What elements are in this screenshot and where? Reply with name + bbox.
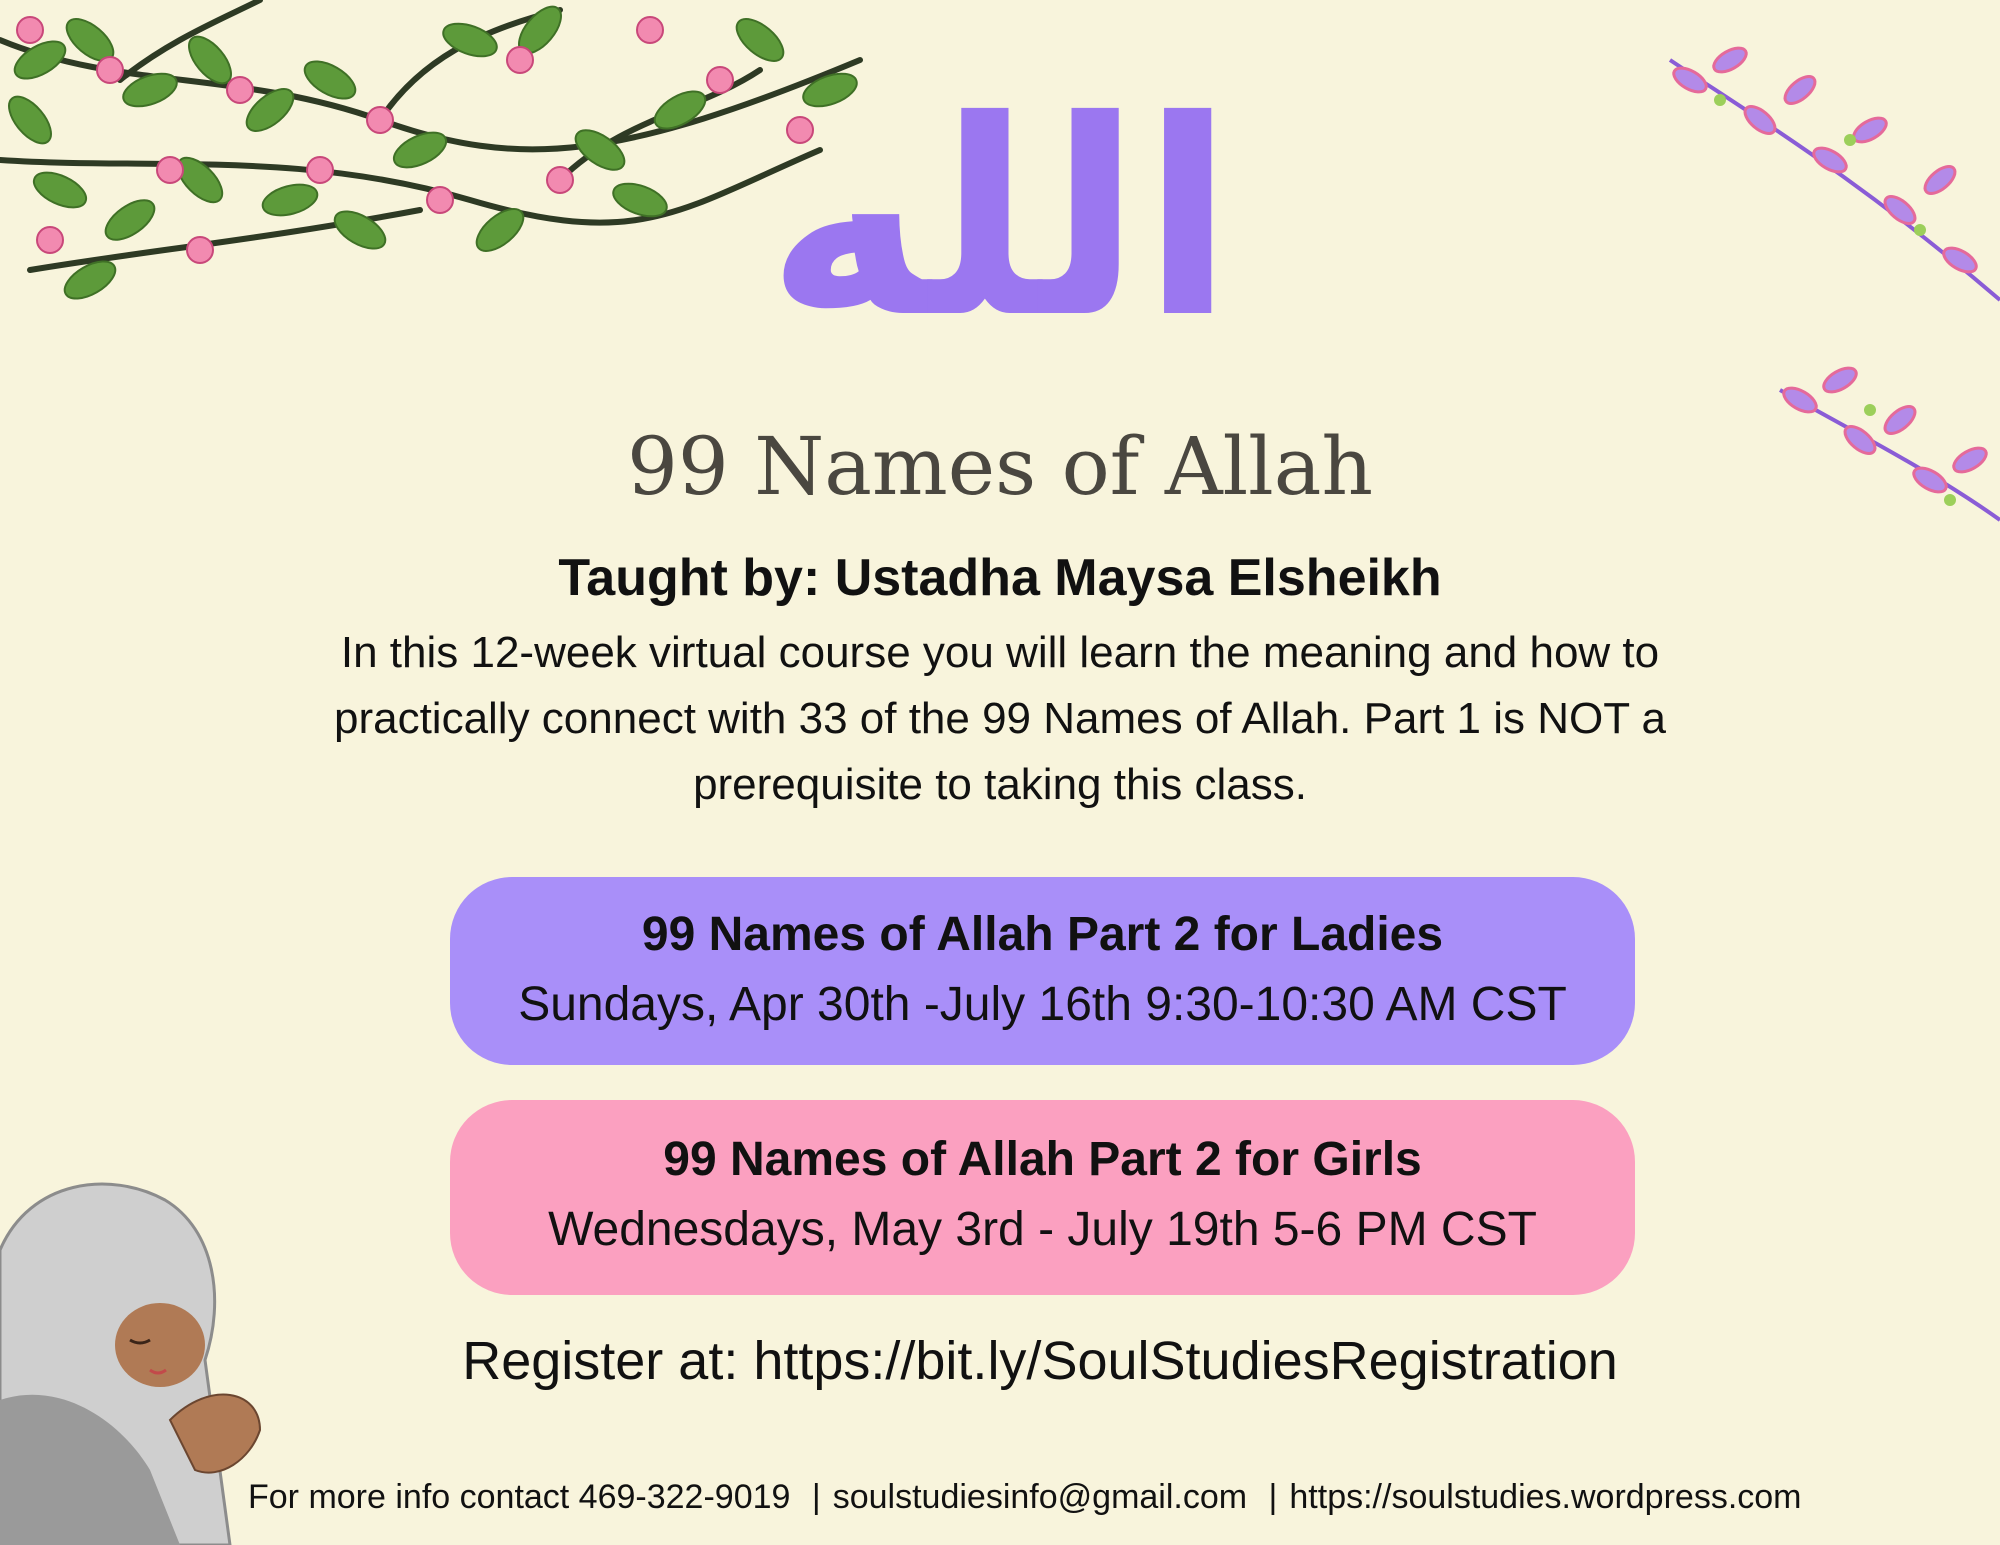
teacher-name: Taught by: Ustadha Maysa Elsheikh	[558, 549, 1442, 607]
page-title: 99 Names of Allah	[627, 420, 1373, 513]
separator: |	[1268, 1478, 1278, 1516]
girls-class-schedule: Wednesdays, May 3rd - July 19th 5-6 PM CST	[548, 1203, 1537, 1256]
contact-phone: For more info contact 469-322-9019	[248, 1478, 791, 1516]
website-link[interactable]: https://soulstudies.wordpress.com	[1289, 1478, 1802, 1516]
registration-link[interactable]: Register at: https://bit.ly/SoulStudiesRegistration	[462, 1331, 1618, 1391]
ladies-class-card	[450, 877, 1635, 1065]
ladies-class-title: 99 Names of Allah Part 2 for Ladies	[641, 908, 1444, 961]
footer-contact	[248, 1478, 1802, 1517]
ladies-class-schedule: Sundays, Apr 30th -July 16th 9:30-10:30 AM CST	[518, 978, 1567, 1031]
girls-class-title: 99 Names of Allah Part 2 for Girls	[663, 1133, 1422, 1186]
separator: |	[811, 1478, 821, 1516]
contact-email-link[interactable]: soulstudiesinfo@gmail.com	[832, 1478, 1248, 1516]
course-description: In this 12-week virtual course you will learn the meaning and how to practically connect with 33 of the 99 Names of Allah. Part 1 is NOT a prerequisite to taking this class.	[333, 628, 1667, 809]
allah-calligraphy: الله	[766, 62, 1234, 377]
girls-class-card	[450, 1100, 1635, 1295]
